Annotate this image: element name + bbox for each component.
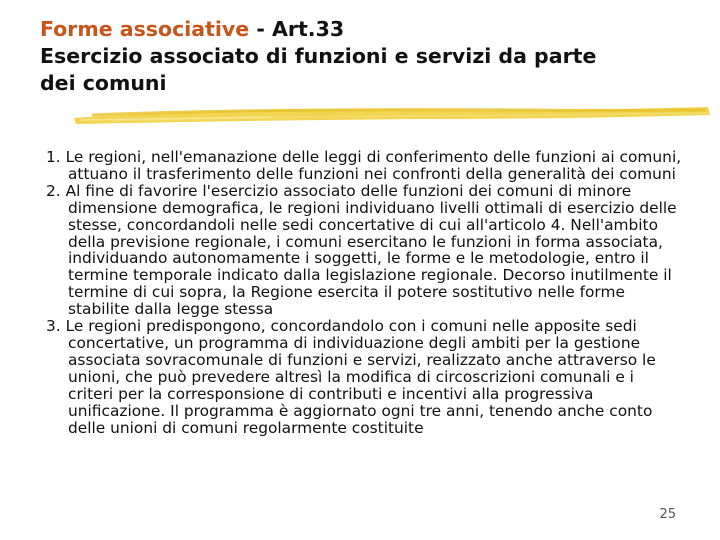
page-number: 25 <box>659 507 676 522</box>
list-item-text: Le regioni predispongono, concordandolo con i comuni nelle apposite sedi concertative, un programma di individuazione degli ambiti per la gestione associata sovracomunale di funzioni e servizi, realizzato anche attraverso le unioni, che può prevedere altresì la modifica di circoscrizioni comunali e i criteri per la corresponsione di contributi e incentivi alla progressiva unificazione. Il programma è aggiornato ogni tre anni, tenendo anche conto delle unioni di comuni regolarmente costituite <box>65 317 656 437</box>
title-line-2: Esercizio associato di funzioni e servizi da parte <box>40 44 597 68</box>
list-item-number: 1. <box>46 148 61 166</box>
list-item <box>46 149 682 183</box>
title-separator: - <box>249 17 272 41</box>
title-article: Art.33 <box>272 17 345 41</box>
list-item-text: Al fine di favorire l'esercizio associato delle funzioni dei comuni di minore dimensione demografica, le regioni individuano livelli ottimali di esercizio delle stesse, concordandoli nelle sedi concertative di cui all'articolo 4. Nell'ambito della previsione regionale, i comuni esercitano le funzioni in forma associata, individuando autonomamente i soggetti, le forme e le metodologie, entro il termine temporale indicato dalla legislazione regionale. Decorso inutilmente il termine di cui sopra, la Regione esercita il potere sostitutivo nelle forme stabilite dalla legge stessa <box>65 181 677 319</box>
yellow-brush-underline-icon <box>72 102 712 128</box>
title-line-3: dei comuni <box>40 71 167 95</box>
list-item-number: 3. <box>46 317 61 336</box>
slide-title <box>40 16 690 97</box>
title-accent-text: Forme associative <box>40 17 250 41</box>
article-paragraph-list <box>46 149 682 436</box>
list-item-text: Le regioni, nell'emanazione delle leggi di conferimento delle funzioni ai comuni, attuano il trasferimento delle funzioni nei confronti della generalità dei comuni <box>65 148 682 183</box>
list-item-number: 2. <box>46 181 61 200</box>
list-item <box>46 183 682 318</box>
list-item <box>46 318 682 436</box>
